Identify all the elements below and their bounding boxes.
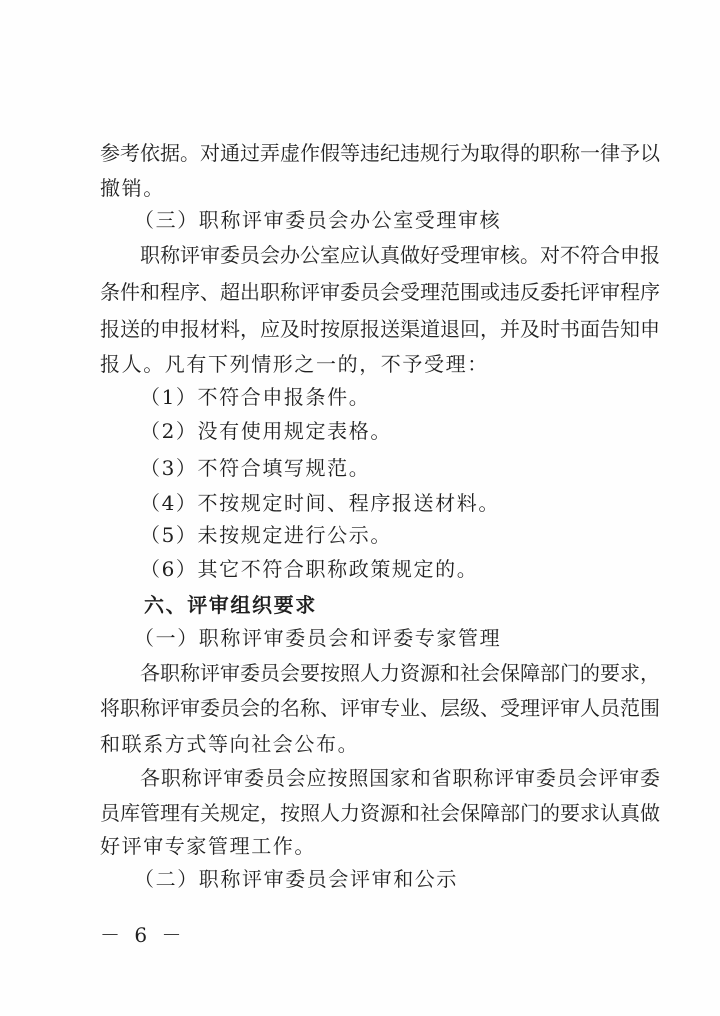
text-line: 各职称评审委员会应按照国家和省职称评审委员会评审委 [140, 766, 660, 790]
text-line: 报送的申报材料，应及时按原报送渠道退回，并及时书面告知申 [100, 317, 660, 341]
text-line: 报人。凡有下列情形之一的，不予受理： [100, 352, 489, 376]
list-item: （3）不符合填写规范。 [140, 456, 371, 480]
text-line: 职称评审委员会办公室应认真做好受理审核。对不符合申报 [140, 243, 660, 267]
section-heading: （二）职称评审委员会评审和公示 [134, 867, 458, 891]
text-line: 好评审专家管理工作。 [100, 834, 316, 858]
list-item: （2）没有使用规定表格。 [140, 419, 392, 443]
page-number: － 6 － [100, 923, 186, 947]
text-line: 员库管理有关规定，按照人力资源和社会保障部门的要求认真做 [100, 801, 660, 825]
list-item: （4）不按规定时间、程序报送材料。 [140, 491, 500, 515]
text-line: 各职称评审委员会要按照人力资源和社会保障部门的要求， [140, 661, 660, 685]
section-heading: （一）职称评审委员会和评委专家管理 [134, 626, 502, 650]
list-item: （1）不符合申报条件。 [140, 385, 371, 409]
list-item: （6）其它不符合职称政策规定的。 [140, 557, 479, 581]
text-line: 参考依据。对通过弄虚作假等违纪违规行为取得的职称一律予以 [100, 141, 660, 165]
text-line: 撤销。 [100, 176, 165, 200]
section-heading: （三）职称评审委员会办公室受理审核 [134, 208, 502, 232]
text-line: 和联系方式等向社会公布。 [100, 732, 360, 756]
list-item: （5）未按规定进行公示。 [140, 523, 392, 547]
chapter-heading: 六、评审组织要求 [144, 593, 317, 617]
text-line: 将职称评审委员会的名称、评审专业、层级、受理评审人员范围 [100, 696, 660, 720]
text-line: 条件和程序、超出职称评审委员会受理范围或违反委托评审程序 [100, 280, 660, 304]
